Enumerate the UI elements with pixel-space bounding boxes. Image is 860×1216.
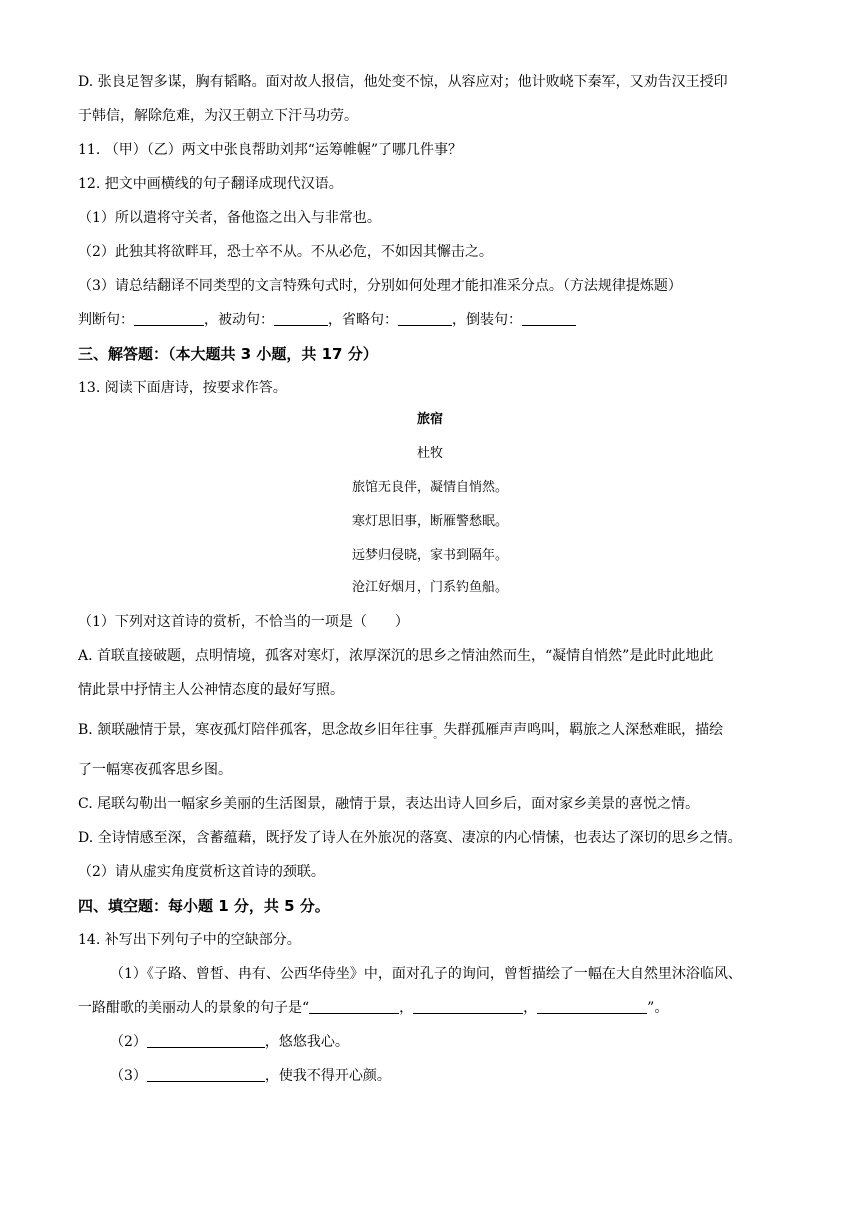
option-b-line1 [78, 720, 723, 746]
q10-option-d-line1: D. 张良足智多谋，胸有韬略。面对故人报信，他处变不惊，从容应对；他计败峣下秦军，又劝告汉王授印 [78, 74, 728, 90]
question-14-s3 [110, 1066, 391, 1086]
poem-title: 旅宿 [416, 412, 443, 427]
question-14-stem: 14. 补写出下列句子中的空缺部分。 [78, 932, 301, 948]
label-invert: ，倒装句： [452, 312, 522, 328]
option-c: C. 尾联勾勒出一幅家乡美丽的生活图景，融情于景，表达出诗人回乡后，面对家乡美景的喜悦之情。 [78, 796, 700, 812]
question-12-fill-line [78, 310, 576, 330]
question-14-s2 [110, 1032, 349, 1052]
blank-s2[interactable] [147, 1033, 265, 1048]
question-14-s1-line2 [78, 998, 668, 1018]
s1-text: 一路酣歌的美丽动人的景象的句子是“ [78, 1000, 310, 1016]
s3-number: （3） [110, 1068, 147, 1084]
option-b-text-1: B. 颔联融情于景，寒夜孤灯陪伴孤客，思念故乡旧年往事 [78, 722, 434, 738]
question-12-stem: 12. 把文中画横线的句子翻译成现代汉语。 [78, 176, 343, 192]
q10-option-d-line2: 于韩信，解除危难，为汉王朝立下汗马功劳。 [78, 108, 358, 124]
question-14-s1-line1: （1）《子路、曾皙、冉有、公西华侍坐》中，面对孔子的询问，曾皙描绘了一幅在大自然里沐浴临风、 [110, 966, 742, 982]
s1-comma-2: ， [523, 1000, 538, 1016]
section-3-heading: 三、解答题：（本大题共 3 小题，共 17 分） [78, 345, 378, 363]
poem-author: 杜牧 [416, 446, 443, 461]
s2-text: ，悠悠我心。 [264, 1034, 349, 1050]
poem-line-1: 旅馆无良伴，凝情自悄然。 [351, 480, 508, 495]
poem-line-2: 寒灯思旧事，断雁警愁眠。 [351, 514, 508, 529]
question-13-stem: 13. 阅读下面唐诗，按要求作答。 [78, 380, 287, 396]
label-judge: 判断句： [78, 312, 134, 328]
blank-judge[interactable] [134, 311, 204, 326]
section-4-heading: 四、填空题：每小题 1 分，共 5 分。 [78, 897, 330, 915]
blank-s1-3[interactable] [537, 999, 647, 1014]
question-13-sub-1: （1）下列对这首诗的赏析，不恰当的一项是（ ） [78, 614, 409, 630]
question-11: 11. （甲）（乙）两文中张良帮助刘邦“运筹帷幄”了哪几件事？ [78, 142, 463, 158]
option-b-mark: 。 [433, 730, 444, 741]
question-12-sentence-3: （3）请总结翻译不同类型的文言特殊句式时，分别如何处理才能扣准采分点。（方法规律提炼题） [78, 278, 682, 294]
option-b-line2: 了一幅寒夜孤客思乡图。 [78, 762, 232, 778]
question-13-sub-2: （2）请从虚实角度赏析这首诗的颈联。 [78, 864, 325, 880]
option-a-line1: A. 首联直接破题，点明情境，孤客对寒灯，浓厚深沉的思乡之情油然而生，“凝情自悄然”是此时此地此 [78, 648, 714, 664]
blank-s3[interactable] [147, 1067, 265, 1082]
option-d: D. 全诗情感至深，含蓄蕴藉，既抒发了诗人在外旅况的落寞、凄凉的内心情愫，也表达了深切的思乡之情。 [78, 830, 742, 846]
s1-comma-1: ， [399, 1000, 414, 1016]
option-b-text-2: 失群孤雁声声鸣叫，羁旅之人深愁难眠，描绘 [443, 722, 724, 738]
blank-s1-1[interactable] [309, 999, 399, 1014]
label-passive: ，被动句： [204, 312, 274, 328]
label-omit: ，省略句： [328, 312, 398, 328]
blank-s1-2[interactable] [413, 999, 523, 1014]
blank-invert[interactable] [522, 311, 576, 326]
option-a-line2: 情此景中抒情主人公神情态度的最好写照。 [78, 682, 344, 698]
s1-end: ”。 [647, 1000, 669, 1016]
question-12-sentence-2: （2）此独其将欲畔耳，恐士卒不从。不从必危，不如因其懈击之。 [78, 244, 493, 260]
s2-number: （2） [110, 1034, 147, 1050]
s3-text: ，使我不得开心颜。 [264, 1068, 391, 1084]
poem-line-4: 沧江好烟月，门系钓鱼船。 [351, 580, 508, 595]
blank-passive[interactable] [274, 311, 328, 326]
poem-line-3: 远梦归侵晓，家书到隔年。 [351, 548, 508, 563]
blank-omit[interactable] [398, 311, 452, 326]
question-12-sentence-1: （1）所以遣将守关者，备他盗之出入与非常也。 [78, 210, 381, 226]
